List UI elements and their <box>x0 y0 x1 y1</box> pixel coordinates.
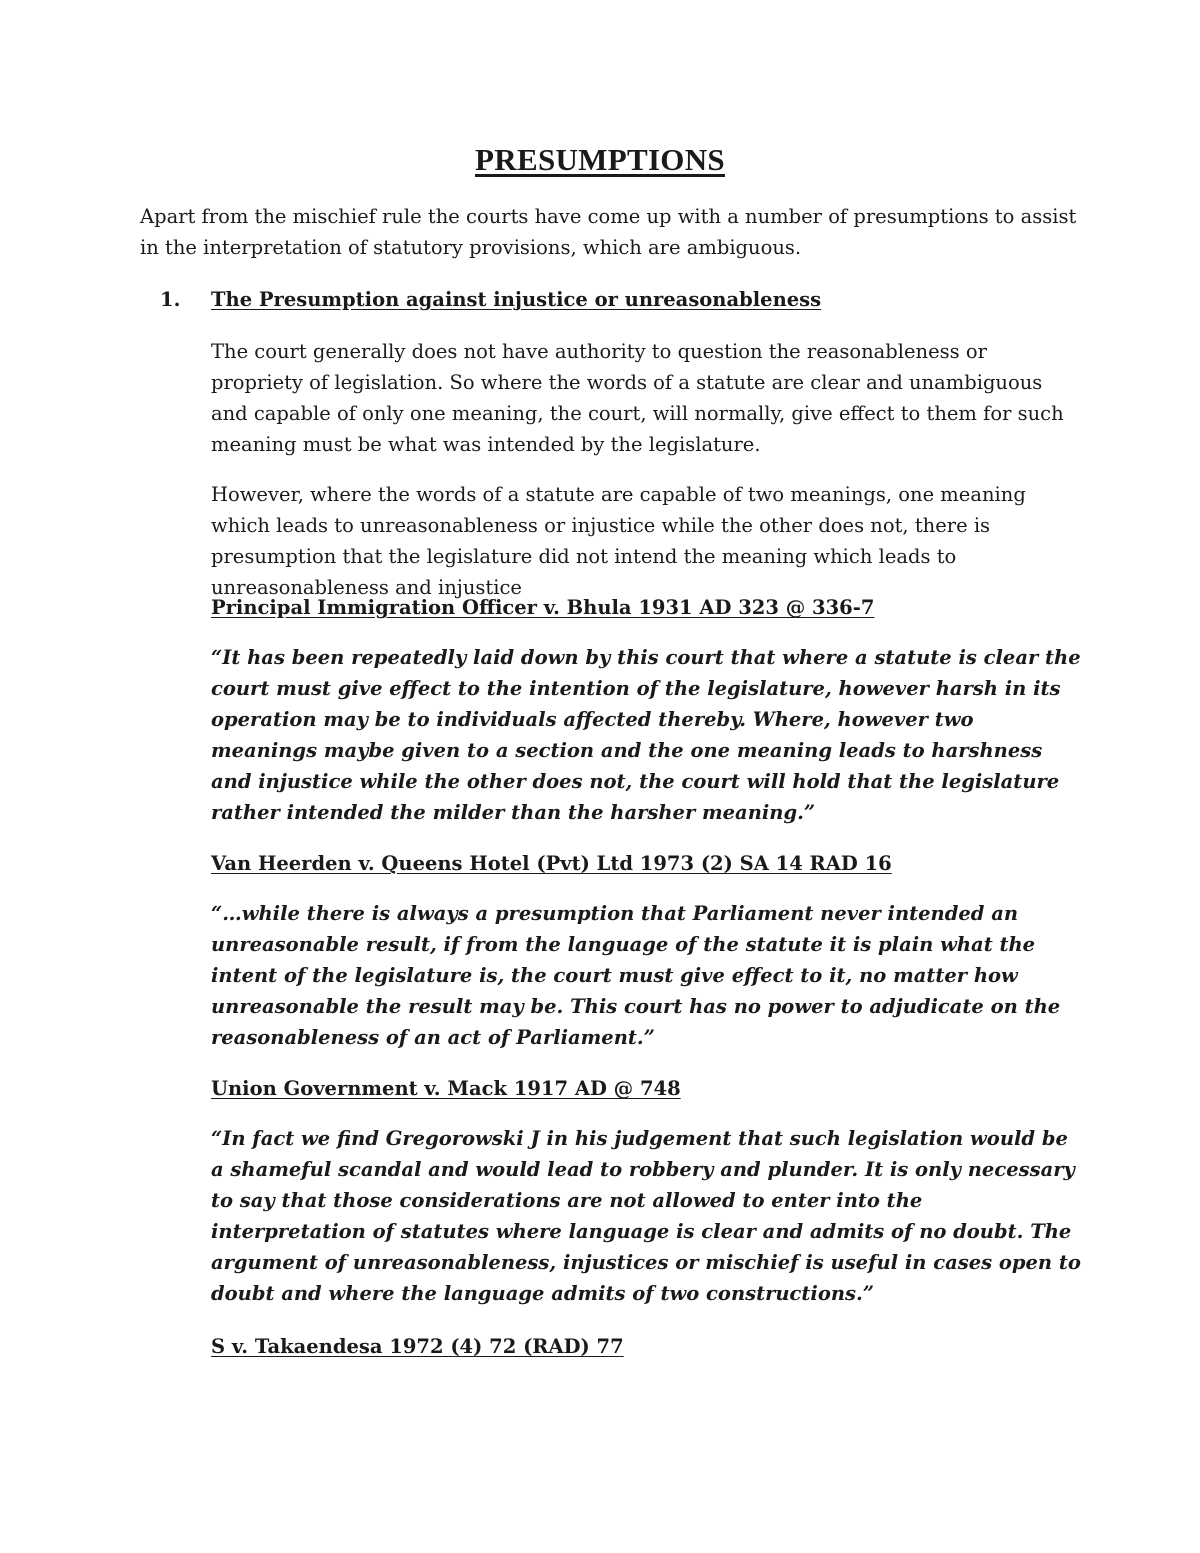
intro-paragraph: Apart from the mischief rule the courts have come up with a number of presumptions to assist in the interpretation of statutory provisions, which are ambiguous. <box>140 205 1077 259</box>
case-quote: “It has been repeatedly laid down by this court that where a statute is clear the court must give effect to the intention of the legislature, however harsh in its operation may be to individuals affected thereby. Where, however two meanings maybe given to a section and the one meaning leads to harshness and injustice while the other does not, the court will hold that the legislature rather intended the milder than the harsher meaning.” <box>211 646 1081 824</box>
section-heading <box>160 284 1060 315</box>
case-citation: S v. Takaendesa 1972 (4) 72 (RAD) 77 <box>211 1335 624 1358</box>
case-quote: “In fact we find Gregorowski J in his judgement that such legislation would be a shameful scandal and would lead to robbery and plunder. It is only necessary to say that those considerations are not allowed to enter into the interpretation of statutes where language is clear and admits of no doubt. The argument of unreasonableness, injustices or mischief is useful in cases open to doubt and where the language admits of two constructions.” <box>211 1127 1081 1305</box>
section-paragraph: The court generally does not have authority to question the reasonableness or propriety of legislation. So where the words of a statute are clear and unambiguous and capable of only one meaning, the court, will normally, give effect to them for such meaning must be what was intended by the legislature. <box>211 340 1064 456</box>
page-title: PRESUMPTIONS <box>475 142 725 177</box>
case-quote: “…while there is always a presumption that Parliament never intended an unreasonable result, if from the language of the statute it is plain what the intent of the legislature is, the court must give effect to it, no matter how unreasonable the result may be. This court has no power to adjudicate on the reasonableness of an act of Parliament.” <box>211 902 1061 1049</box>
section-heading-text: The Presumption against injustice or unreasonableness <box>211 288 822 311</box>
section-paragraph: However, where the words of a statute are capable of two meanings, one meaning which leads to unreasonableness or injustice while the other does not, there is presumption that the legislature did not intend the meaning which leads to unreasonableness and injustice <box>211 483 1026 599</box>
case-citation: Van Heerden v. Queens Hotel (Pvt) Ltd 1973 (2) SA 14 RAD 16 <box>211 852 892 875</box>
section-number: 1. <box>160 288 181 311</box>
case-citation: Union Government v. Mack 1917 AD @ 748 <box>211 1077 681 1100</box>
case-citation: Principal Immigration Officer v. Bhula 1931 AD 323 @ 336-7 <box>211 596 875 619</box>
